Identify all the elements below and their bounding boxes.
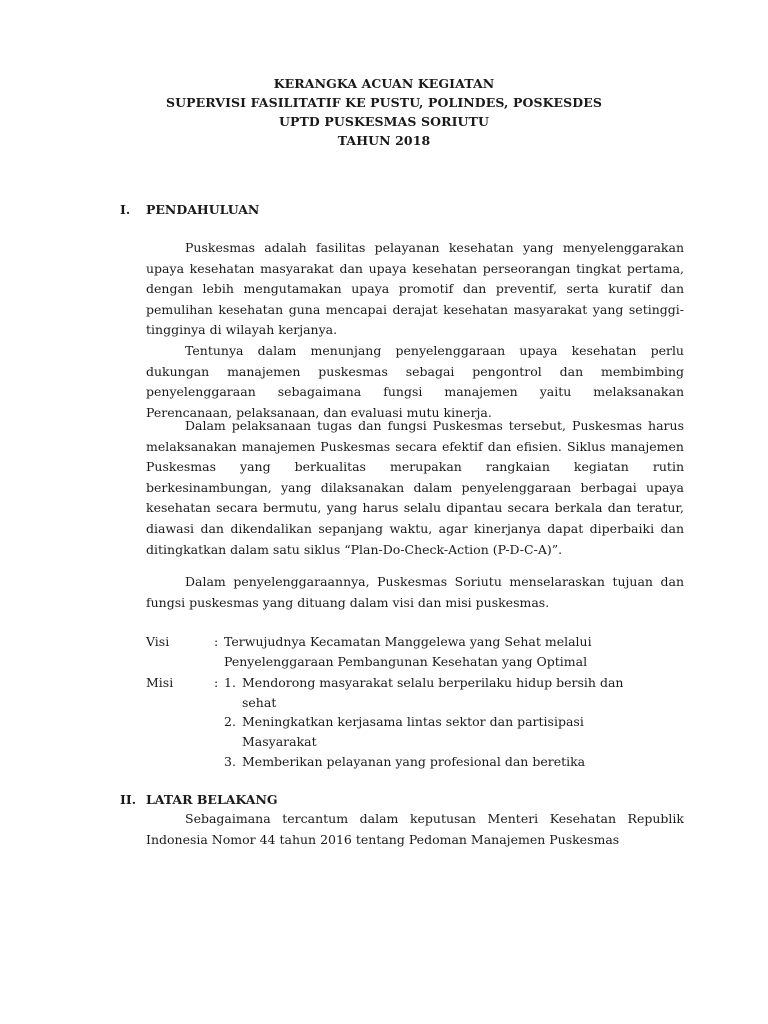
misi-item-text-line-1: Meningkatkan kerjasama lintas sektor dan partisipasi [242,714,584,729]
misi-item-text-line-1: Mendorong masyarakat selalu berperilaku hidup bersih dan [242,675,624,690]
section-1-number: I. [120,202,131,217]
title-line-1: KERANGKA ACUAN KEGIATAN [273,76,495,91]
misi-item-text-line-2: sehat [242,695,277,710]
visi-text-line-2: Penyelenggaraan Pembangunan Kesehatan yang Optimal [224,654,588,669]
misi-item-1 [224,673,684,713]
misi-item-number: 2. [224,714,236,729]
section-2-heading [120,792,278,807]
misi-item-2 [224,712,684,752]
section-1-heading [120,202,259,217]
visi-block [0,632,768,672]
misi-item-number: 1. [224,675,236,690]
title-line-4: TAHUN 2018 [337,133,431,148]
section-2-number: II. [120,792,137,807]
visi-colon: : [214,634,219,649]
section-1-paragraph-3: Dalam pelaksanaan tugas dan fungsi Puskesmas tersebut, Puskesmas harus melaksanakan manajemen Puskesmas secara efektif dan efisien. Siklus manajemen Puskesmas yang berkualitas merupakan rangkaian kegiatan rutin berkesinambungan, yang dilaksanakan dalam penyelenggaraan berbagai upaya kesehatan secara bermutu, yang harus selalu dipantau secara berkala dan teratur, diawasi dan dikendalikan sepanjang waktu, agar kinerjanya dapat diperbaiki dan ditingkatkan dalam satu siklus “Plan-Do-Check-Action (P-D-C-A)”. [146,418,684,557]
misi-label: Misi [146,675,174,690]
visi-text-line-1: Terwujudnya Kecamatan Manggelewa yang Sehat melalui [224,634,592,649]
section-2-title: LATAR BELAKANG [146,792,278,807]
misi-item-number: 3. [224,754,236,769]
section-1-title: PENDAHULUAN [146,202,260,217]
misi-item-text-line-1: Memberikan pelayanan yang profesional dan beretika [242,754,586,769]
section-2-paragraph-1: Sebagaimana tercantum dalam keputusan Menteri Kesehatan Republik Indonesia Nomor 44 tahun 2016 tentang Pedoman Manajemen Puskesmas [146,811,684,847]
misi-item-text-line-2: Masyarakat [242,734,317,749]
section-1-paragraph-4: Dalam penyelenggaraannya, Puskesmas Soriutu menselaraskan tujuan dan fungsi puskesmas yang dituang dalam visi dan misi puskesmas. [146,574,684,610]
visi-label: Visi [146,634,170,649]
misi-item-3 [224,752,684,772]
document-title [0,74,768,150]
title-line-3: UPTD PUSKESMAS SORIUTU [279,114,489,129]
misi-colon: : [214,675,219,690]
title-line-2: SUPERVISI FASILITATIF KE PUSTU, POLINDES, POSKESDES [166,95,602,110]
section-1-paragraph-1: Puskesmas adalah fasilitas pelayanan kesehatan yang menyelenggarakan upaya kesehatan masyarakat dan upaya kesehatan perseorangan tingkat pertama, dengan lebih mengutamakan upaya promotif dan preventif, serta kuratif dan pemulihan kesehatan guna mencapai derajat kesehatan masyarakat yang setinggi-tingginya di wilayah kerjanya. [146,240,684,338]
section-1-paragraph-2: Tentunya dalam menunjang penyelenggaraan upaya kesehatan perlu dukungan manajemen puskesmas sebagai pengontrol dan membimbing penyelenggaraan sebagaimana fungsi manajemen yaitu melaksanakan Perencanaan, pelaksanaan, dan evaluasi mutu kinerja. [146,343,684,420]
